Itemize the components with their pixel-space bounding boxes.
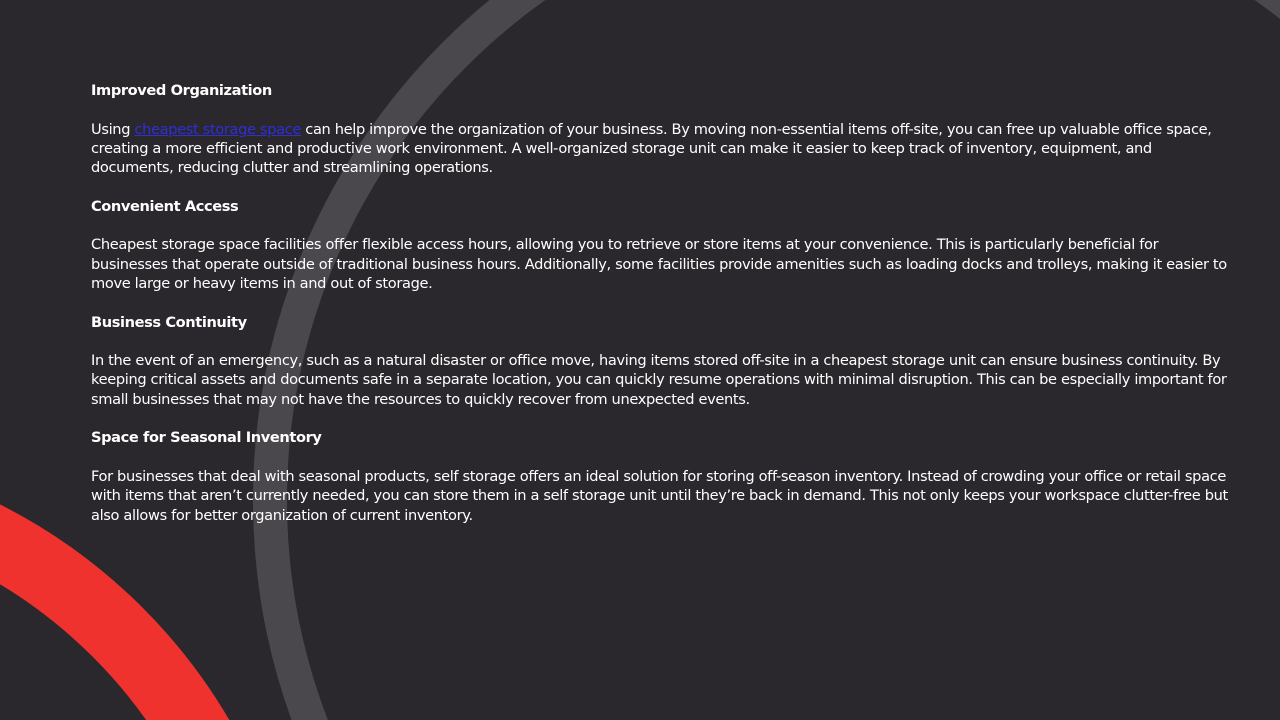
paragraph-business-continuity: In the event of an emergency, such as a natural disaster or office move, having items stored off-site in a cheapest storage unit can ensure business continuity. By keeping critical assets and documents safe in a separate location, you can quickly resume operations with minimal disruption. This can be especially important for small businesses that may not have the resources to quickly recover from unexpected events. [91,352,1227,408]
heading-seasonal-inventory: Space for Seasonal Inventory [91,429,322,447]
paragraph-improved-organization [91,120,1231,178]
cheapest-storage-space-link[interactable]: cheapest storage space [134,120,301,138]
heading-business-continuity: Business Continuity [91,313,247,331]
paragraph-seasonal-inventory: For businesses that deal with seasonal products, self storage offers an ideal solution for storing off-season inventory. Instead of crowding your office or retail space with items that aren’t currently needed, you can store them in a self storage unit until they’re back in demand. This not only keeps your workspace clutter-free but also allows for better organization of current inventory. [91,467,1228,524]
article-content [91,81,1231,544]
heading-improved-organization: Improved Organization [91,82,272,99]
paragraph-text-end: can help improve the organization of your business. By moving non-essential items off-site, you can free up valuable office space, creating a more efficient and productive work environment. A well-organized storage unit can make it easier to keep track of inventory, equipment, and documents, reducing clutter and streamlining operations. [91,120,1212,177]
paragraph-convenient-access: Cheapest storage space facilities offer flexible access hours, allowing you to retrieve or store items at your convenience. This is particularly beneficial for businesses that operate outside of traditional business hours. Additionally, some facilities provide amenities such as loading docks and trolleys, making it easier to move large or heavy items in and out of storage. [91,236,1227,292]
paragraph-text-start: Using [91,120,135,138]
heading-convenient-access: Convenient Access [91,197,239,215]
